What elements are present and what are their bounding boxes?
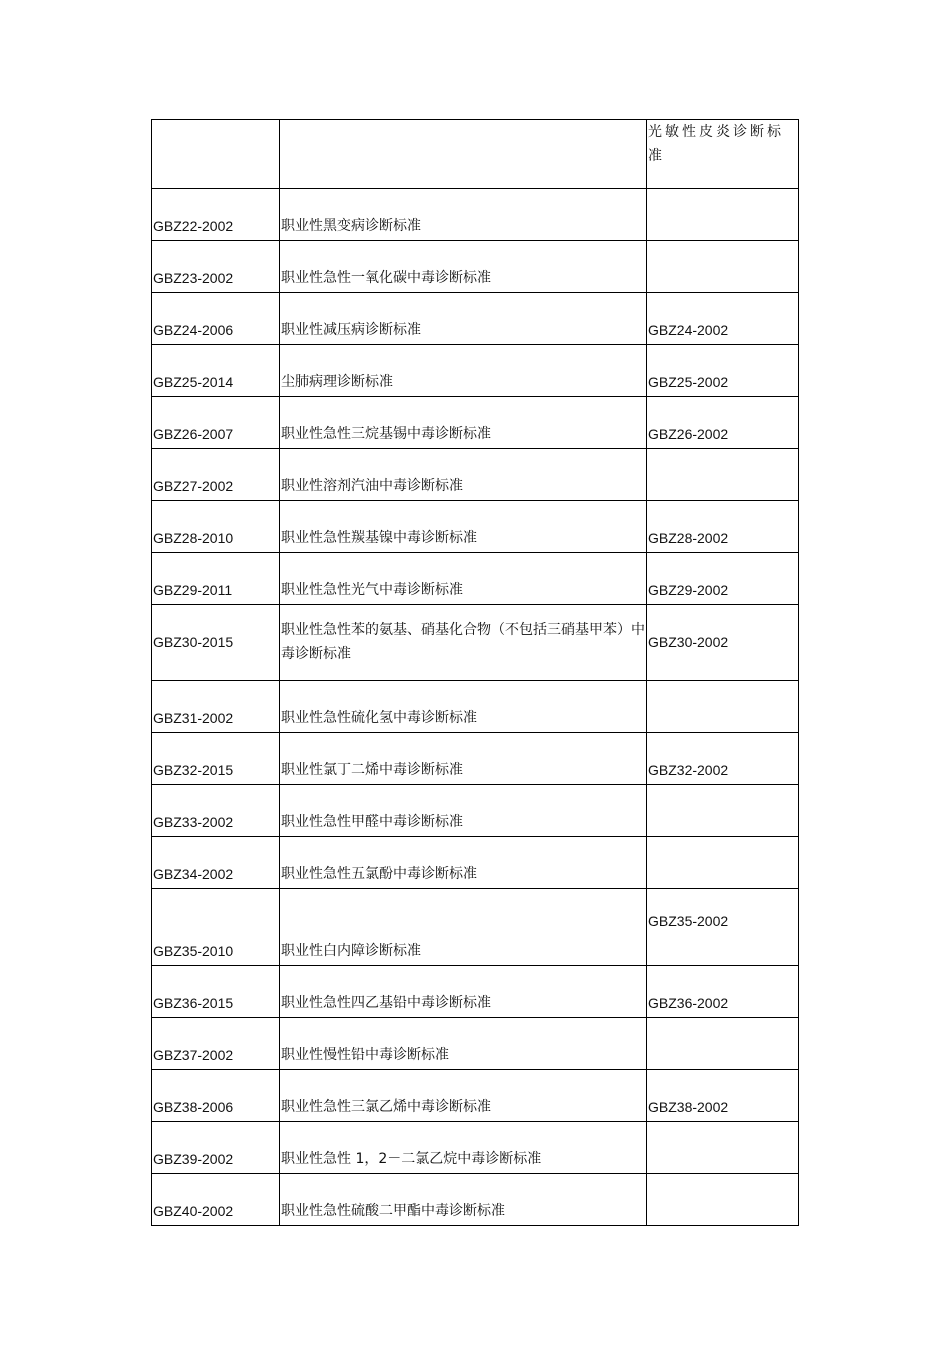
replaced-standard [647,1122,799,1174]
table-row [152,293,799,345]
standard-title: 职业性急性羰基镍中毒诊断标准 [280,501,647,553]
standard-title: 职业性黑变病诊断标准 [280,189,647,241]
standard-title: 职业性急性一氧化碳中毒诊断标准 [280,241,647,293]
replaced-standard: GBZ35-2002 [647,889,799,966]
standard-code: GBZ23-2002 [152,241,280,293]
table-row [152,1122,799,1174]
table-row [152,966,799,1018]
replaced-standard: GBZ28-2002 [647,501,799,553]
standard-code: GBZ24-2006 [152,293,280,345]
table-row [152,553,799,605]
standard-title: 尘肺病理诊断标准 [280,345,647,397]
standard-code: GBZ37-2002 [152,1018,280,1070]
replaced-standard [647,189,799,241]
standard-title: 职业性急性苯的氨基、硝基化合物（不包括三硝基甲苯）中毒诊断标准 [280,605,647,681]
standard-title: 职业性减压病诊断标准 [280,293,647,345]
table-row [152,449,799,501]
standard-title: 职业性急性三烷基锡中毒诊断标准 [280,397,647,449]
table-row [152,241,799,293]
standard-title: 职业性急性 1，2－二氯乙烷中毒诊断标准 [280,1122,647,1174]
standard-title: 职业性白内障诊断标准 [280,889,647,966]
standard-title: 职业性急性硫化氢中毒诊断标准 [280,681,647,733]
standard-code: GBZ33-2002 [152,785,280,837]
replaced-standard [647,785,799,837]
standard-title: 职业性慢性铅中毒诊断标准 [280,1018,647,1070]
table-row [152,889,799,966]
standard-code: GBZ30-2015 [152,605,280,681]
table-row [152,1174,799,1226]
standard-code: GBZ29-2011 [152,553,280,605]
standard-title: 职业性氯丁二烯中毒诊断标准 [280,733,647,785]
replaced-standard [647,241,799,293]
standard-code: GBZ39-2002 [152,1122,280,1174]
table-row [152,1070,799,1122]
replaced-standard: GBZ38-2002 [647,1070,799,1122]
header-cell-code [152,120,280,189]
replaced-standard: GBZ29-2002 [647,553,799,605]
replaced-standard: GBZ36-2002 [647,966,799,1018]
standard-code: GBZ26-2007 [152,397,280,449]
standard-code: GBZ40-2002 [152,1174,280,1226]
table-row [152,681,799,733]
standard-code: GBZ28-2010 [152,501,280,553]
standard-code: GBZ35-2010 [152,889,280,966]
standard-code: GBZ36-2015 [152,966,280,1018]
table-row [152,733,799,785]
standards-table [151,119,799,1226]
table-row [152,605,799,681]
standard-title: 职业性急性甲醛中毒诊断标准 [280,785,647,837]
table-row [152,345,799,397]
replaced-standard [647,1018,799,1070]
standard-title: 职业性急性四乙基铅中毒诊断标准 [280,966,647,1018]
standard-code: GBZ27-2002 [152,449,280,501]
table-row [152,397,799,449]
replaced-standard [647,837,799,889]
table-row [152,785,799,837]
standard-title: 职业性溶剂汽油中毒诊断标准 [280,449,647,501]
replaced-standard: GBZ26-2002 [647,397,799,449]
replaced-standard: GBZ30-2002 [647,605,799,681]
table-row [152,501,799,553]
standard-code: GBZ31-2002 [152,681,280,733]
standard-title: 职业性急性硫酸二甲酯中毒诊断标准 [280,1174,647,1226]
header-cell-title [280,120,647,189]
standard-code: GBZ25-2014 [152,345,280,397]
standard-title: 职业性急性五氯酚中毒诊断标准 [280,837,647,889]
standard-title: 职业性急性三氯乙烯中毒诊断标准 [280,1070,647,1122]
table-row [152,1018,799,1070]
standard-code: GBZ32-2015 [152,733,280,785]
standard-code: GBZ34-2002 [152,837,280,889]
replaced-standard: GBZ24-2002 [647,293,799,345]
table-header-row [152,120,799,189]
replaced-standard: GBZ32-2002 [647,733,799,785]
replaced-standard [647,1174,799,1226]
standard-title: 职业性急性光气中毒诊断标准 [280,553,647,605]
replaced-standard: GBZ25-2002 [647,345,799,397]
replaced-standard [647,681,799,733]
table-row [152,189,799,241]
header-cell-note: 光敏性皮炎诊断标准 [647,120,799,189]
table-row [152,837,799,889]
replaced-standard [647,449,799,501]
standard-code: GBZ22-2002 [152,189,280,241]
standard-code: GBZ38-2006 [152,1070,280,1122]
